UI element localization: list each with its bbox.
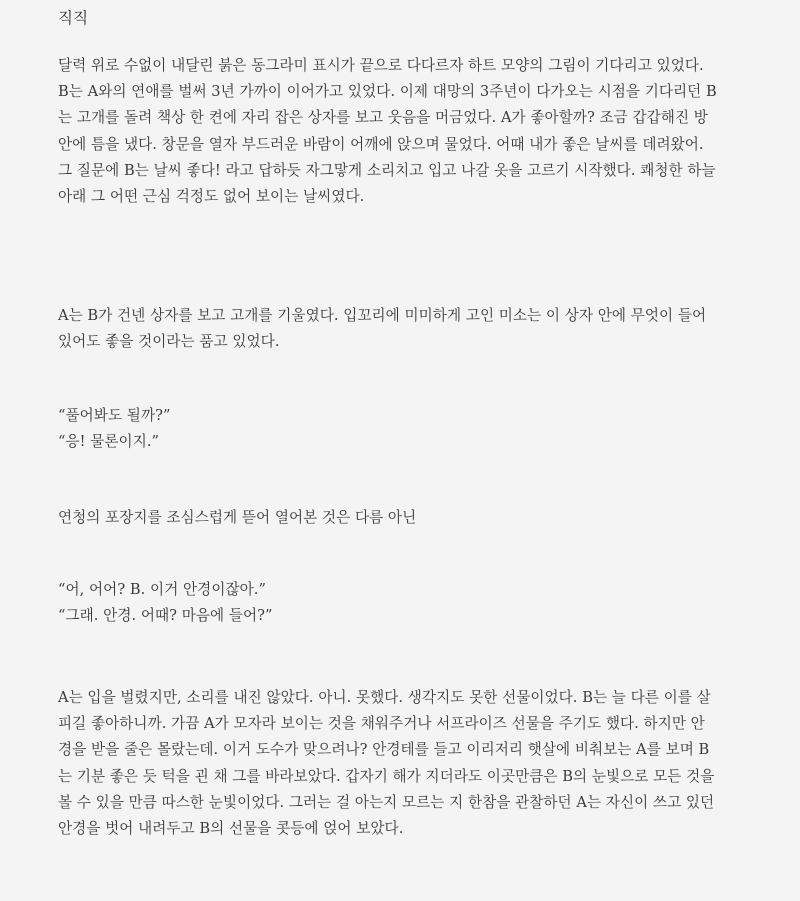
text-line: A는 B가 건넨 상자를 보고 고개를 기울였다. 입꼬리에 미미하게 고인 미소는 이 상자 안에 무엇이 들어 [58,307,707,324]
text-line: A는 입을 벌렸지만, 소리를 내진 않았다. 아니. 못했다. 생각지도 못한 선물이었다. B는 늘 다른 이를 살 [58,689,711,706]
dialogue-line: “그래. 안경. 어때? 마음에 들어?” [58,607,273,625]
text-line: 볼 수 있을 만큼 따스한 눈빛이었다. 그러는 걸 아는지 모르는 지 한참을 관찰하던 A는 자신이 쓰고 있던 [58,793,715,811]
dialogue-open [58,403,748,455]
text-line: 는 고개를 돌려 책상 한 켠에 자리 잡은 상자를 보고 웃음을 머금었다. A가 좋아할까? 조금 갑갑해진 방 [58,109,708,127]
text-line: 안에 틈을 냈다. 창문을 열자 부드러운 바람이 어깨에 앉으며 물었다. 어때 내가 좋은 날씨를 데려왔어. [58,135,704,153]
dialogue-line: “어, 어어? B. 이거 안경이잖아.” [58,581,266,598]
text-line: 연청의 포장지를 조심스럽게 뜯어 열어본 것은 다름 아닌 [58,509,417,526]
text-line: 있어도 좋을 것이라는 품고 있었다. [58,333,280,351]
text-line: 아래 그 어떤 근심 걱정도 없어 보이는 날씨였다. [58,187,365,205]
text-line: 그 질문에 B는 날씨 좋다! 라고 답하듯 자그맣게 소리치고 입고 나갈 옷을 고르기 시작했다. 쾌청한 하늘 [58,161,716,179]
paragraph-box [58,303,748,355]
document-title: 직직 [58,9,89,27]
paragraph-reaction [58,685,748,842]
paragraph-wrapping [58,505,748,531]
text-line: 경을 받을 줄은 몰랐는데. 이거 도수가 맞으려나? 안경테를 들고 이리저리 햇살에 비춰보는 A를 보며 B [58,741,710,759]
text-line: 달력 위로 수없이 내달린 붉은 동그라미 표시가 끝으로 다다르자 하트 모양의 그림이 기다리고 있었다. [58,57,704,74]
text-line: 는 기분 좋은 듯 턱을 괸 채 그를 바라보았다. 갑자기 해가 지더라도 이곳만큼은 B의 눈빛으로 모든 것을 [58,767,715,785]
dialogue-glasses [58,577,748,629]
dialogue-line: “응! 물론이지.” [58,433,160,451]
paragraph-intro [58,53,748,210]
text-line: 피길 좋아하니까. 가끔 A가 모자라 보이는 것을 채워주거나 서프라이즈 선물을 주기도 했다. 하지만 안 [58,715,705,733]
text-line: B는 A와의 연애를 벌써 3년 가까이 이어가고 있었다. 이제 대망의 3주년이 다가오는 시점을 기다리던 B [58,83,717,101]
dialogue-line: “풀어봐도 될까?” [58,407,171,424]
text-line: 안경을 벗어 내려두고 B의 선물을 콧등에 얹어 보았다. [58,819,404,837]
